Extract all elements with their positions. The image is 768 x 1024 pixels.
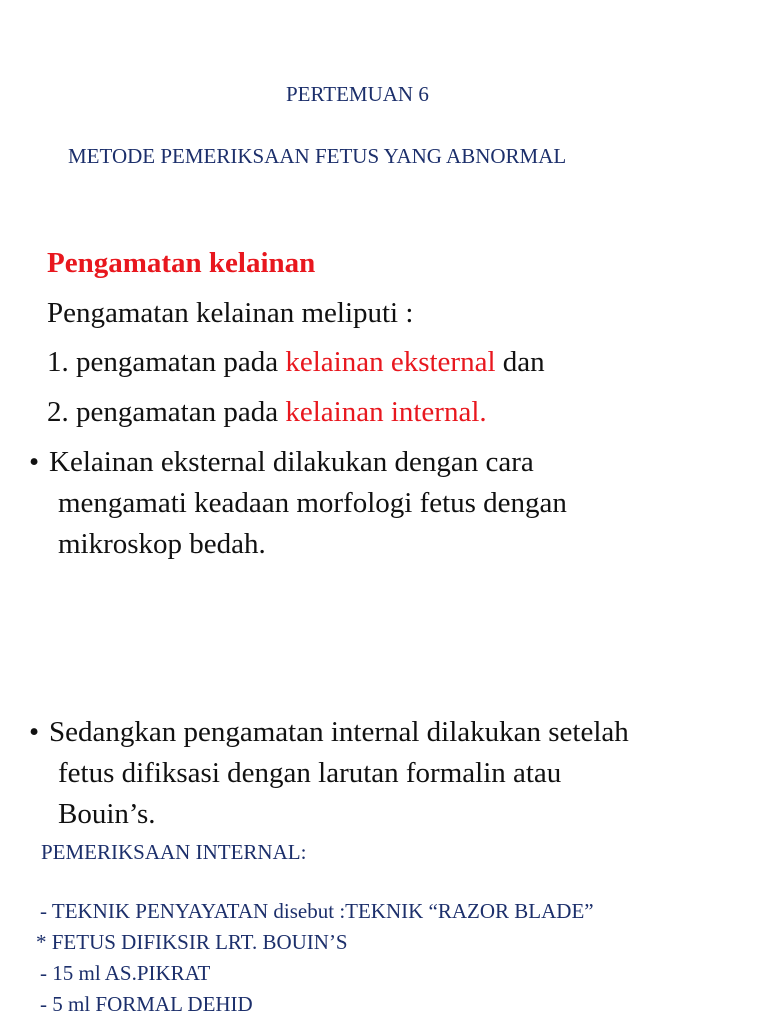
section-heading: Pengamatan kelainan [47,247,316,279]
bullet-line: Kelainan eksternal dilakukan dengan cara [49,446,534,478]
list-item-prefix: 2. pengamatan pada [47,396,286,428]
list-item-external [47,346,545,379]
list-item-suffix: dan [495,346,545,378]
internal-line: - TEKNIK PENYAYATAN disebut :TEKNIK “RAZOR BLADE” [40,899,594,923]
list-item-highlight: kelainan internal. [285,396,487,428]
meeting-label: PERTEMUAN 6 [286,82,429,106]
internal-line: - 5 ml FORMAL DEHID [40,992,253,1016]
internal-title: PEMERIKSAAN INTERNAL: [41,840,307,864]
bullet-line: Sedangkan pengamatan internal dilakukan setelah [49,716,629,748]
list-item-highlight: kelainan eksternal [285,346,496,378]
bullet-line: mikroskop bedah. [58,528,266,560]
section-intro: Pengamatan kelainan meliputi : [47,297,414,329]
page-title: METODE PEMERIKSAAN FETUS YANG ABNORMAL [68,144,567,168]
internal-line: - 15 ml AS.PIKRAT [40,961,211,985]
bullet-marker: • [29,716,40,748]
bullet-marker: • [29,446,40,478]
list-item-internal [47,396,487,429]
bullet-line: mengamati keadaan morfologi fetus dengan [58,487,567,519]
bullet-line: fetus difiksasi dengan larutan formalin atau [58,757,562,789]
bullet-line: Bouin’s. [58,798,156,830]
internal-line: * FETUS DIFIKSIR LRT. BOUIN’S [36,930,348,954]
list-item-prefix: 1. pengamatan pada [47,346,286,378]
